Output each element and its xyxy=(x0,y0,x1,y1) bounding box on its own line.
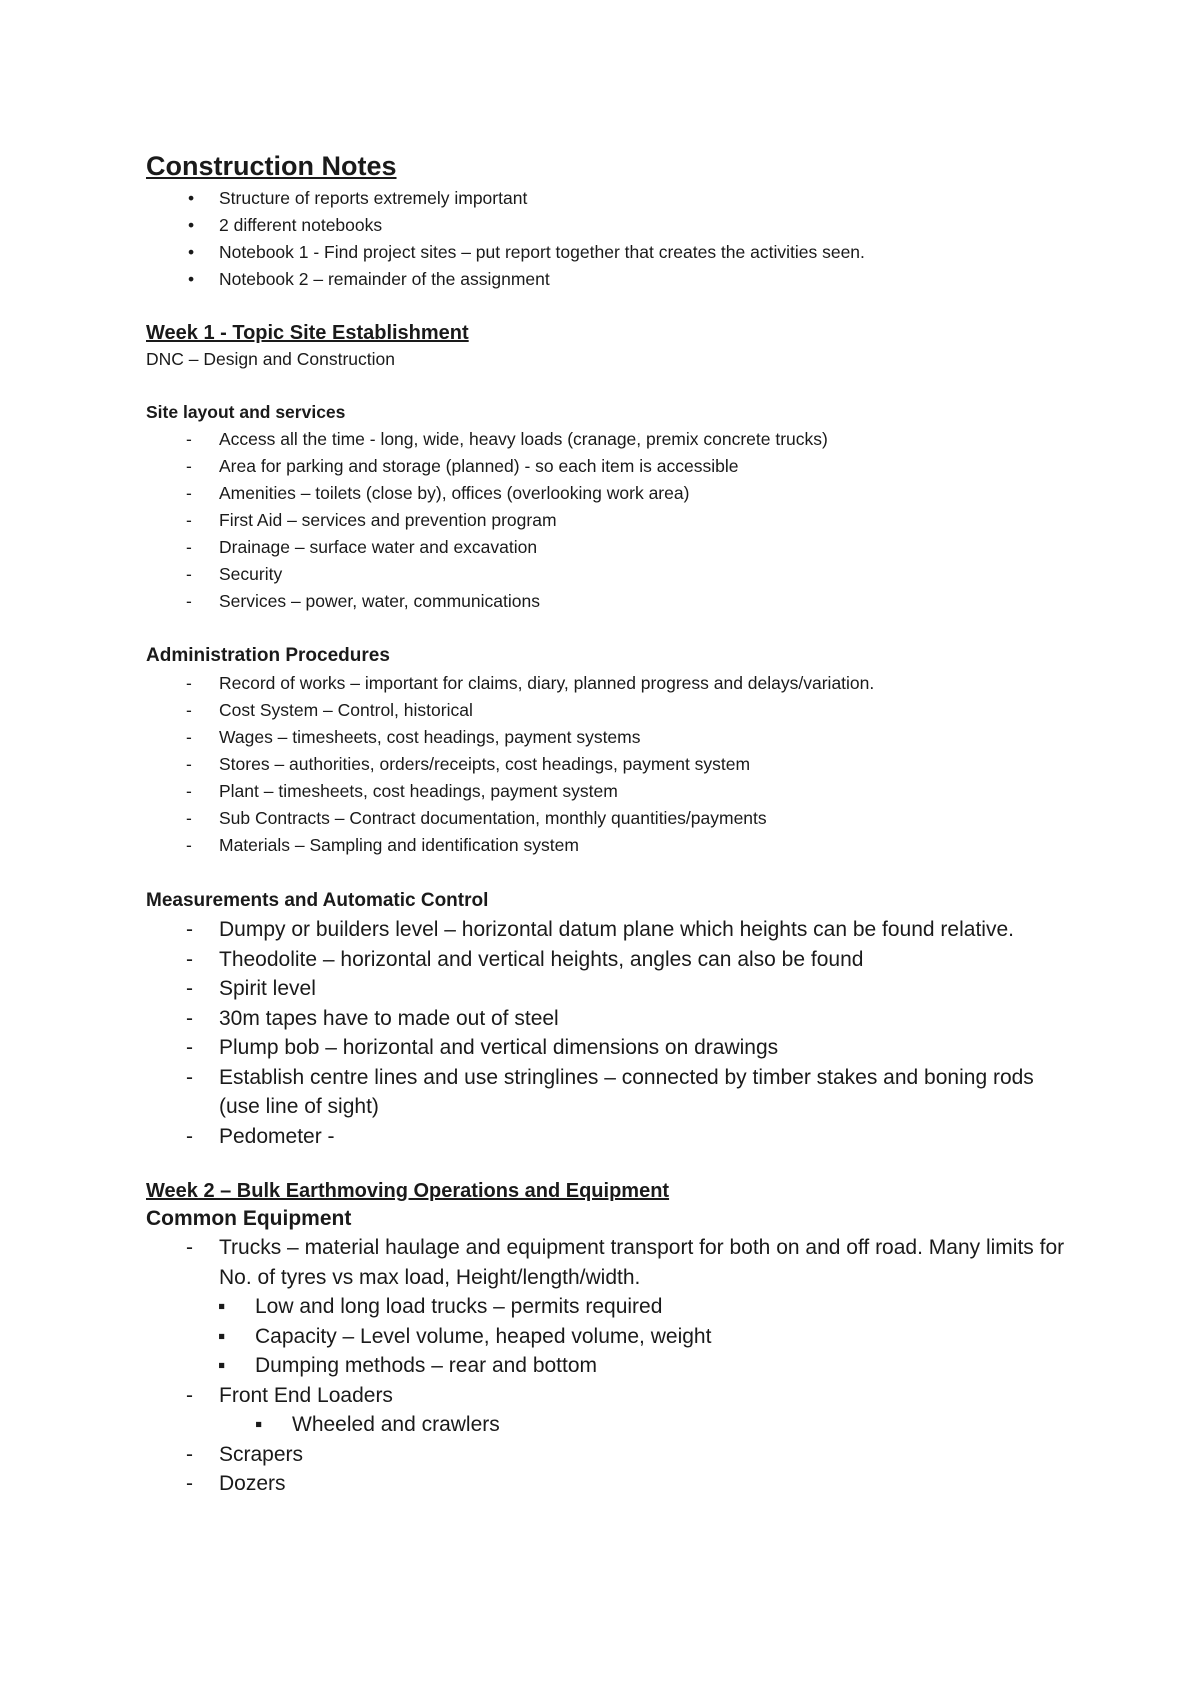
square-bullet-icon: ▪ xyxy=(255,1413,263,1436)
dash-icon: - xyxy=(186,835,192,855)
document-title: Construction Notes xyxy=(146,151,397,181)
site-layout-heading: Site layout and services xyxy=(146,402,346,422)
list-item xyxy=(146,1033,1066,1063)
dash-icon: - xyxy=(186,1236,193,1259)
common-equipment-heading: Common Equipment xyxy=(146,1207,352,1230)
list-subitem xyxy=(146,1351,1066,1381)
list-item-text: Wheeled and crawlers xyxy=(292,1413,500,1436)
list-item-text: Scrapers xyxy=(219,1442,304,1466)
dash-icon: - xyxy=(186,754,192,774)
list-item-text: Notebook 1 - Find project sites – put report together that creates the activities seen. xyxy=(219,242,865,262)
list-item-text: Security xyxy=(219,564,283,584)
dash-icon: - xyxy=(186,456,192,476)
equipment-list xyxy=(146,1233,1066,1499)
list-item xyxy=(146,1004,1066,1034)
dnc-line: DNC – Design and Construction xyxy=(146,349,396,369)
dash-icon: - xyxy=(186,564,192,584)
dash-icon: - xyxy=(186,808,192,828)
list-item-text: 30m tapes have to made out of steel xyxy=(219,1006,559,1030)
list-item xyxy=(146,212,1066,239)
week1-heading: Week 1 - Topic Site Establishment xyxy=(146,322,469,344)
dash-icon: - xyxy=(186,1442,193,1466)
list-item xyxy=(146,534,1066,561)
list-item-text: Dumpy or builders level – horizontal datum plane which heights can be found relative. xyxy=(219,918,1014,941)
square-bullet-icon: ▪ xyxy=(218,1324,226,1348)
dash-icon: - xyxy=(186,700,192,720)
list-item xyxy=(146,588,1066,615)
dash-icon: - xyxy=(186,1006,193,1030)
measurements-heading: Measurements and Automatic Control xyxy=(146,890,489,911)
list-item-text: 2 different notebooks xyxy=(219,215,383,235)
list-item-text: Pedometer - xyxy=(219,1124,335,1148)
list-item xyxy=(146,778,1066,805)
list-item-text: Services – power, water, communications xyxy=(219,591,540,611)
list-item xyxy=(146,453,1066,480)
list-item-text: Plump bob – horizontal and vertical dimensions on drawings xyxy=(219,1036,779,1059)
list-item-text: First Aid – services and prevention program xyxy=(219,510,557,530)
dash-icon: - xyxy=(186,483,192,503)
list-item xyxy=(146,480,1066,507)
list-item-text: Trucks – material haulage and equipment transport for both on and off road. Many limits for No. of tyres vs max load, Height/length/width. xyxy=(219,1236,1065,1289)
list-item xyxy=(146,974,1066,1004)
dash-icon: - xyxy=(186,1383,193,1407)
list-item-text: Dumping methods – rear and bottom xyxy=(255,1354,598,1377)
dash-icon: - xyxy=(186,1124,193,1148)
list-item xyxy=(146,724,1066,751)
list-item-text: Notebook 2 – remainder of the assignment xyxy=(219,269,550,289)
list-item-text: Cost System – Control, historical xyxy=(219,700,473,720)
dash-icon: - xyxy=(186,673,192,693)
admin-list xyxy=(146,670,1066,859)
dash-icon: - xyxy=(186,918,193,941)
dash-icon: - xyxy=(186,429,192,449)
list-item-text: Drainage – surface water and excavation xyxy=(219,537,538,557)
bullet-icon: • xyxy=(188,215,195,235)
list-item-text: Front End Loaders xyxy=(219,1383,393,1407)
list-item-text: Establish centre lines and use stringlines – connected by timber stakes and boning rods (use line of sight) xyxy=(219,1065,1034,1118)
intro-bullet-list xyxy=(146,185,1066,293)
list-item-text: Structure of reports extremely important xyxy=(219,188,528,208)
dash-icon: - xyxy=(186,537,192,557)
dash-icon: - xyxy=(186,977,193,1000)
list-item-text: Capacity – Level volume, heaped volume, weight xyxy=(255,1324,712,1348)
list-item xyxy=(146,561,1066,588)
list-item-text: Spirit level xyxy=(219,977,316,1000)
list-item xyxy=(146,697,1066,724)
list-item-text: Dozers xyxy=(219,1472,286,1495)
list-item xyxy=(146,832,1066,859)
square-bullet-icon: ▪ xyxy=(218,1295,226,1318)
list-item xyxy=(146,915,1066,945)
list-item-text: Plant – timesheets, cost headings, payment system xyxy=(219,781,618,801)
list-item-text: Access all the time - long, wide, heavy loads (cranage, premix concrete trucks) xyxy=(219,429,828,449)
list-item xyxy=(146,1063,1066,1122)
list-item-text: Stores – authorities, orders/receipts, cost headings, payment system xyxy=(219,754,751,774)
list-subitem xyxy=(146,1292,1066,1322)
list-item xyxy=(146,945,1066,975)
list-item xyxy=(146,1440,1066,1470)
dash-icon: - xyxy=(186,1472,193,1495)
admin-heading: Administration Procedures xyxy=(146,645,390,666)
list-item xyxy=(146,185,1066,212)
list-item xyxy=(146,266,1066,293)
site-layout-list xyxy=(146,426,1066,615)
list-item xyxy=(146,1469,1066,1499)
week2-heading: Week 2 – Bulk Earthmoving Operations and Equipment xyxy=(146,1180,670,1202)
dash-icon: - xyxy=(186,510,192,530)
list-subitem xyxy=(146,1410,1066,1440)
list-item-text: Low and long load trucks – permits required xyxy=(255,1295,663,1318)
dash-icon: - xyxy=(186,591,192,611)
list-item xyxy=(146,1233,1066,1292)
list-item xyxy=(146,670,1066,697)
list-item xyxy=(146,507,1066,534)
list-subitem xyxy=(146,1322,1066,1352)
document-page xyxy=(146,150,1066,1499)
dash-icon: - xyxy=(186,727,192,747)
bullet-icon: • xyxy=(188,269,195,289)
list-item xyxy=(146,1122,1066,1152)
bullet-icon: • xyxy=(188,188,195,208)
list-item xyxy=(146,751,1066,778)
bullet-icon: • xyxy=(188,242,195,262)
square-bullet-icon: ▪ xyxy=(218,1354,226,1377)
list-item-text: Sub Contracts – Contract documentation, monthly quantities/payments xyxy=(219,808,767,828)
list-item xyxy=(146,239,1066,266)
measurements-list xyxy=(146,915,1066,1151)
list-item xyxy=(146,805,1066,832)
dash-icon: - xyxy=(186,947,193,971)
list-item-text: Amenities – toilets (close by), offices (overlooking work area) xyxy=(219,483,690,503)
list-item-text: Materials – Sampling and identification system xyxy=(219,835,579,855)
list-item-text: Area for parking and storage (planned) - so each item is accessible xyxy=(219,456,739,476)
list-item xyxy=(146,1381,1066,1411)
dash-icon: - xyxy=(186,781,192,801)
list-item-text: Wages – timesheets, cost headings, payment systems xyxy=(219,727,641,747)
list-item-text: Record of works – important for claims, diary, planned progress and delays/variation. xyxy=(219,673,875,693)
list-item-text: Theodolite – horizontal and vertical heights, angles can also be found xyxy=(219,947,864,971)
list-item xyxy=(146,426,1066,453)
dash-icon: - xyxy=(186,1036,193,1059)
dash-icon: - xyxy=(186,1065,193,1089)
